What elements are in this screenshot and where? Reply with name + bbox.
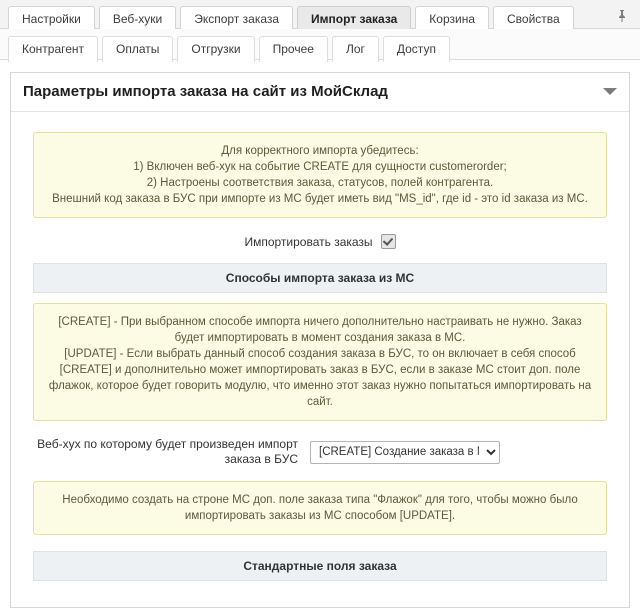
primary-tabbar	[0, 0, 640, 29]
panel-body	[11, 112, 629, 607]
import-orders-checkbox[interactable]	[381, 234, 396, 249]
section-standard-fields-header: Стандартные поля заказа	[33, 551, 607, 581]
tab-order-import[interactable]: Импорт заказа	[297, 6, 411, 32]
import-orders-row	[33, 234, 607, 249]
webhook-select-label: Веб-хух по которому будет произведен импорт заказа в БУС	[37, 437, 298, 466]
webhook-select-row	[33, 437, 607, 467]
tab-order-export[interactable]: Экспорт заказа	[180, 6, 293, 32]
notice-update-description: [UPDATE] - Если выбрать данный способ создания заказа в БУС, то он включает в себя способ [CREATE] и дополнительно может импортировать заказ в БУС, если в заказе МС стоит доп. поле флажок, которое будет говорить модулю, что именно этот заказ нужно попытаться импортировать на сайт.	[48, 348, 592, 408]
secondary-tabs	[8, 36, 632, 62]
notice-flag-field: Необходимо создать на строне МС доп. поле заказа типа "Флажок" для того, чтобы можно было импортировать заказы из МС способом [UPDATE].	[62, 494, 578, 522]
import-methods-notice	[33, 303, 607, 421]
tab-webhooks[interactable]: Веб-хуки	[99, 6, 176, 32]
notice-line-2: 1) Включен веб-хук на событие CREATE для сущности customerorder;	[133, 161, 507, 173]
tab-settings[interactable]: Настройки	[8, 6, 95, 32]
subtab-counterparty[interactable]: Контрагент	[8, 36, 98, 62]
import-orders-label: Импортировать заказы	[244, 234, 373, 249]
tab-cart[interactable]: Корзина	[415, 6, 489, 32]
subtab-payments[interactable]: Оплаты	[102, 36, 173, 62]
import-requirements-notice	[33, 132, 607, 218]
notice-create-description: [CREATE] - При выбранном способе импорта ничего дополнительно настраивать не нужно. Заказ будет импортировать в момент создания заказа в МС.	[58, 316, 582, 344]
secondary-tabbar	[0, 29, 640, 60]
notice-line-3: 2) Настроены соответствия заказа, статусов, полей контрагента.	[146, 177, 494, 189]
section-import-methods-header: Способы импорта заказа из МС	[33, 263, 607, 293]
page-title: Параметры импорта заказа на сайт из МойСклад	[23, 83, 388, 100]
subtab-log[interactable]: Лог	[332, 36, 379, 62]
subtab-other[interactable]: Прочее	[259, 36, 328, 62]
notice-line-4: Внешний код заказа в БУС при импорте из МС будет иметь вид "MS_id", где id - это id заказа из МС.	[52, 193, 588, 205]
update-requirement-notice	[33, 481, 607, 535]
notice-line-1: Для корректного импорта убедитесь:	[221, 145, 419, 157]
panel-header	[11, 73, 629, 112]
chevron-down-icon[interactable]	[603, 88, 617, 95]
webhook-select[interactable]	[310, 441, 500, 464]
import-settings-panel	[10, 72, 630, 608]
pin-icon[interactable]	[616, 9, 628, 23]
subtab-shipments[interactable]: Отгрузки	[177, 36, 254, 62]
subtab-access[interactable]: Доступ	[383, 36, 450, 62]
tab-properties[interactable]: Свойства	[493, 6, 574, 32]
